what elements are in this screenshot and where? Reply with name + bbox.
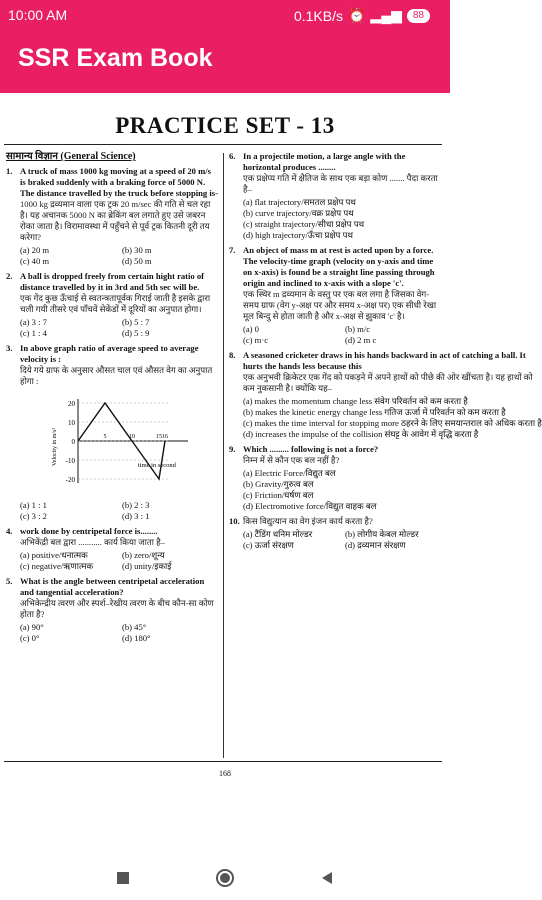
answer-option: (c) 3 : 2: [20, 511, 47, 521]
x-tick-label: 16: [162, 434, 168, 440]
answer-option: (d) 5 : 9: [122, 328, 150, 338]
x-tick-label: 5: [103, 434, 107, 440]
answer-option: (d) द्रव्यमान संरक्षण: [345, 540, 406, 550]
answer-option: (c) 40 m: [20, 256, 50, 266]
question-text-hindi: दिये गये ग्राफ के अनुसार औसत चाल एवं औसत वेग का अनुपात होगा :: [20, 365, 213, 386]
question-text-english: What is the angle between centripetal acceleration and tangential acceleration?: [20, 576, 205, 597]
answer-option: (b) 2 : 3: [122, 500, 150, 510]
right-question-2: [229, 245, 441, 346]
answer-option: (d) Electromotive force/विद्युत वाहक बल: [243, 501, 377, 511]
answer-option: (b) 45°: [122, 622, 147, 632]
square-icon: [116, 871, 130, 885]
answer-option: (c) 1 : 4: [20, 328, 47, 338]
answer-option: (a) flat trajectory/समतल प्रक्षेप पथ: [243, 197, 356, 207]
top-rule: [4, 144, 442, 145]
answer-option: (a) 0: [243, 324, 259, 334]
answer-option: (b) लोगीय केबल मोल्डर: [345, 529, 419, 539]
question-text-english: A truck of mass 1000 kg moving at a speed of 20 m/s is braked suddenly with a braking force of 5000 N. The distance travelled by the truck before stopping is-: [20, 166, 218, 198]
answer-options: [243, 324, 441, 346]
status-bar: [0, 0, 450, 30]
answer-option: (a) 90°: [20, 622, 44, 632]
x-axis-label: time in second: [138, 462, 176, 469]
answer-options: [20, 245, 218, 267]
status-icons: [294, 7, 430, 24]
battery-icon: 88: [407, 9, 430, 23]
left-column: [6, 151, 218, 648]
answer-option: (b) 30 m: [122, 245, 152, 255]
left-question-4: [6, 526, 218, 572]
answer-option: (c) ऊर्जा संरक्षण: [243, 540, 294, 550]
right-question-4: [229, 444, 441, 512]
answer-options: [243, 396, 542, 440]
question-body: [243, 350, 542, 440]
answer-option: (c) straight trajectory/सीधा प्रक्षेप पथ: [243, 219, 365, 229]
practice-set-title: PRACTICE SET - 13: [115, 113, 335, 138]
back-triangle-icon: [320, 871, 334, 885]
answer-option: (c) Friction/घर्षण बल: [243, 490, 314, 500]
answer-option: (d) unity/इकाई: [122, 561, 172, 571]
question-number: 1.: [6, 166, 13, 176]
question-text-english: In a projectile motion, a large angle with the horizontal produces ........: [243, 151, 406, 172]
status-time: 10:00 AM: [8, 7, 68, 23]
answer-option: (a) 1 : 1: [20, 500, 47, 510]
question-number: 10.: [229, 516, 240, 526]
question-text-hindi: अभिकेंद्री बल द्वारा ........... कार्य किया जाता है–: [20, 537, 165, 547]
question-number: 3.: [6, 343, 13, 353]
network-speed: 0.1KB/s: [293, 7, 343, 24]
column-divider: [223, 153, 224, 758]
signal-icon: ▂▄▆: [370, 7, 402, 23]
answer-option: (d) high trajectory/ऊँचा प्रक्षेप पथ: [243, 230, 353, 240]
answer-options: [20, 500, 218, 522]
question-body: [20, 166, 218, 267]
left-question-1: [6, 166, 218, 267]
question-text-hindi: एक गेंद कुछ ऊँचाई से स्वतन्त्रतापूर्वक गिराई जाती है इसके द्वारा चली गयी तीसरे एवं पाँचवें सेकेंडों में दूरियों का अनुपात होगा।: [20, 293, 211, 314]
question-text-hindi: 1000 kg द्रव्यमान वाला एक ट्रक 20 m/sec की गति से चल रहा है। यह अचानक 5000 N का ब्रेकिंग बल लगाते हुए उसे जबरन रोका जाता है। विरामावस्था में पहुँचने से पूर्व ट्रक कितनी दूरी तय करेगा?: [20, 199, 211, 242]
question-body: [243, 151, 441, 241]
question-number: 2.: [6, 271, 13, 281]
question-text-english: A ball is dropped freely from certain hight ratio of distance travelled by it in 3rd and 5th sec will be.: [20, 271, 205, 292]
question-number: 5.: [6, 576, 13, 586]
answer-option: (d) 3 : 1: [122, 511, 150, 521]
answer-options: [20, 550, 218, 572]
velocity-time-graph: [48, 391, 198, 491]
question-text-english: work done by centripetal force is........: [20, 526, 158, 536]
answer-option: (d) increases the impulse of the collision संघट्ट के आवेग में वृद्धि करता है: [243, 429, 479, 439]
question-body: [20, 576, 218, 644]
answer-option: (a) 20 m: [20, 245, 50, 255]
question-text-hindi: एक स्थिर m द्रव्यमान के वस्तु पर एक बल लगा है जिसका वेग-समय ग्राफ (वेग y-अक्ष पर और समय x-अक्ष पर) एक सीधी रेखा मूल बिन्दु से होता जाती है और x-अक्ष से झुकाव 'c' है।: [243, 289, 437, 321]
right-question-list: [229, 151, 542, 551]
question-number: 8.: [229, 350, 236, 360]
document-page[interactable]: [0, 93, 542, 855]
question-body: [243, 516, 441, 551]
y-tick-label: 20: [68, 400, 75, 408]
answer-options: [20, 317, 218, 339]
section-heading: सामान्य विज्ञान (General Science): [6, 151, 136, 162]
x-tick-label: 10: [129, 434, 135, 440]
y-tick-label: 10: [68, 419, 75, 427]
navigation-bar: [0, 855, 450, 900]
app-title: SSR Exam Book: [18, 44, 213, 72]
y-axis-label: Velocity in m/s²: [52, 427, 58, 466]
left-question-list: [6, 166, 218, 644]
answer-options: [243, 529, 441, 551]
alarm-icon: ⏰: [347, 7, 366, 23]
back-button[interactable]: [316, 867, 338, 889]
answer-option: (a) Electric Force/विद्युत बल: [243, 468, 336, 478]
recents-button[interactable]: [112, 867, 134, 889]
answer-option: (a) 3 : 7: [20, 317, 47, 327]
answer-option: (d) 2 m c: [345, 335, 377, 345]
question-body: [20, 271, 218, 339]
question-body: [20, 343, 218, 522]
question-text-hindi: किस विद्युत्यान का वेग इंजन कार्य करता है?: [243, 516, 373, 526]
question-number: 7.: [229, 245, 236, 255]
answer-option: (c) makes the time interval for stopping more ठहरने के लिए समयान्तराल को अधिक करता है: [243, 418, 542, 428]
question-body: [243, 245, 441, 346]
left-question-2: [6, 271, 218, 339]
page-number: 168: [219, 769, 231, 778]
question-text-hindi: एक प्रक्षेप्य गति में क्षैतिज के साथ एक बड़ा कोण ....... पैदा करता है–: [243, 173, 438, 194]
answer-option: (b) Gravity/गुरुत्व बल: [243, 479, 314, 489]
question-body: [20, 526, 218, 572]
answer-option: (b) makes the kinetic energy change less गतिज ऊर्जा में परिवर्तन को कम करता है: [243, 407, 506, 417]
right-column: [229, 151, 542, 555]
bottom-rule: [4, 761, 442, 762]
answer-option: (a) positive/धनात्मक: [20, 550, 88, 560]
y-tick-label: -20: [65, 476, 75, 484]
question-text-english: In above graph ratio of average speed to average velocity is :: [20, 343, 199, 364]
answer-option: (d) 50 m: [122, 256, 152, 266]
left-question-5: [6, 576, 218, 644]
question-text-hindi: एक अनुभवी क्रिकेटर एक गेंद को पकड़ने में अपने हाथों को पीछे की ओर खींचता है। यह हाथों को कम नुकसानी है। क्योंकि यह–: [243, 372, 533, 393]
x-tick-label: 15: [156, 434, 162, 440]
left-question-3: [6, 343, 218, 522]
y-tick-label: 0: [71, 438, 75, 446]
question-number: 4.: [6, 526, 13, 536]
question-text-hindi: अभिकेन्द्रीय त्वरण और स्पर्श–रेखीय त्वरण के बीच कौन-सा कोण होता है?: [20, 598, 214, 619]
answer-option: (d) 180°: [122, 633, 151, 643]
home-button[interactable]: [214, 867, 236, 889]
question-text-english: An object of mass m at rest is acted upon by a force. The velocity-time graph (velocity on y-axis and time on x-axis) is found be a straight line passing through origin and inclined to x-axis with a slope 'c'.: [243, 245, 435, 288]
answer-option: (b) zero/शून्य: [122, 550, 165, 560]
question-number: 6.: [229, 151, 236, 161]
question-text-english: A seasoned cricketer draws in his hands backward in act of catching a ball. It hurts the hands less because this: [243, 350, 526, 371]
answer-option: (b) m/c: [345, 324, 371, 334]
right-question-5: [229, 516, 441, 551]
question-text-english: Which ......... following is not a force?: [243, 444, 379, 454]
right-question-1: [229, 151, 441, 241]
question-number: 9.: [229, 444, 236, 454]
answer-option: (b) 5 : 7: [122, 317, 150, 327]
answer-option: (c) m·c: [243, 335, 269, 345]
answer-option: (a) makes the momentum change less संवेग परिवर्तन को कम करता है: [243, 396, 468, 406]
answer-options: [20, 622, 218, 644]
answer-option: (c) 0°: [20, 633, 40, 643]
right-question-3: [229, 350, 542, 440]
question-body: [243, 444, 441, 512]
answer-options: [243, 197, 441, 241]
circle-icon: [215, 868, 235, 888]
answer-option: (b) curve trajectory/वक्र प्रक्षेप पथ: [243, 208, 354, 218]
y-tick-label: -10: [65, 457, 75, 465]
answer-option: (a) टैंडिंग धनिम मोल्डर: [243, 529, 313, 539]
answer-option: (c) negative/ऋणात्मक: [20, 561, 94, 571]
app-bar: [0, 30, 450, 93]
question-text-hindi: निम्न में से कौन एक बल नहीं है?: [243, 455, 340, 465]
answer-options: [243, 468, 441, 512]
